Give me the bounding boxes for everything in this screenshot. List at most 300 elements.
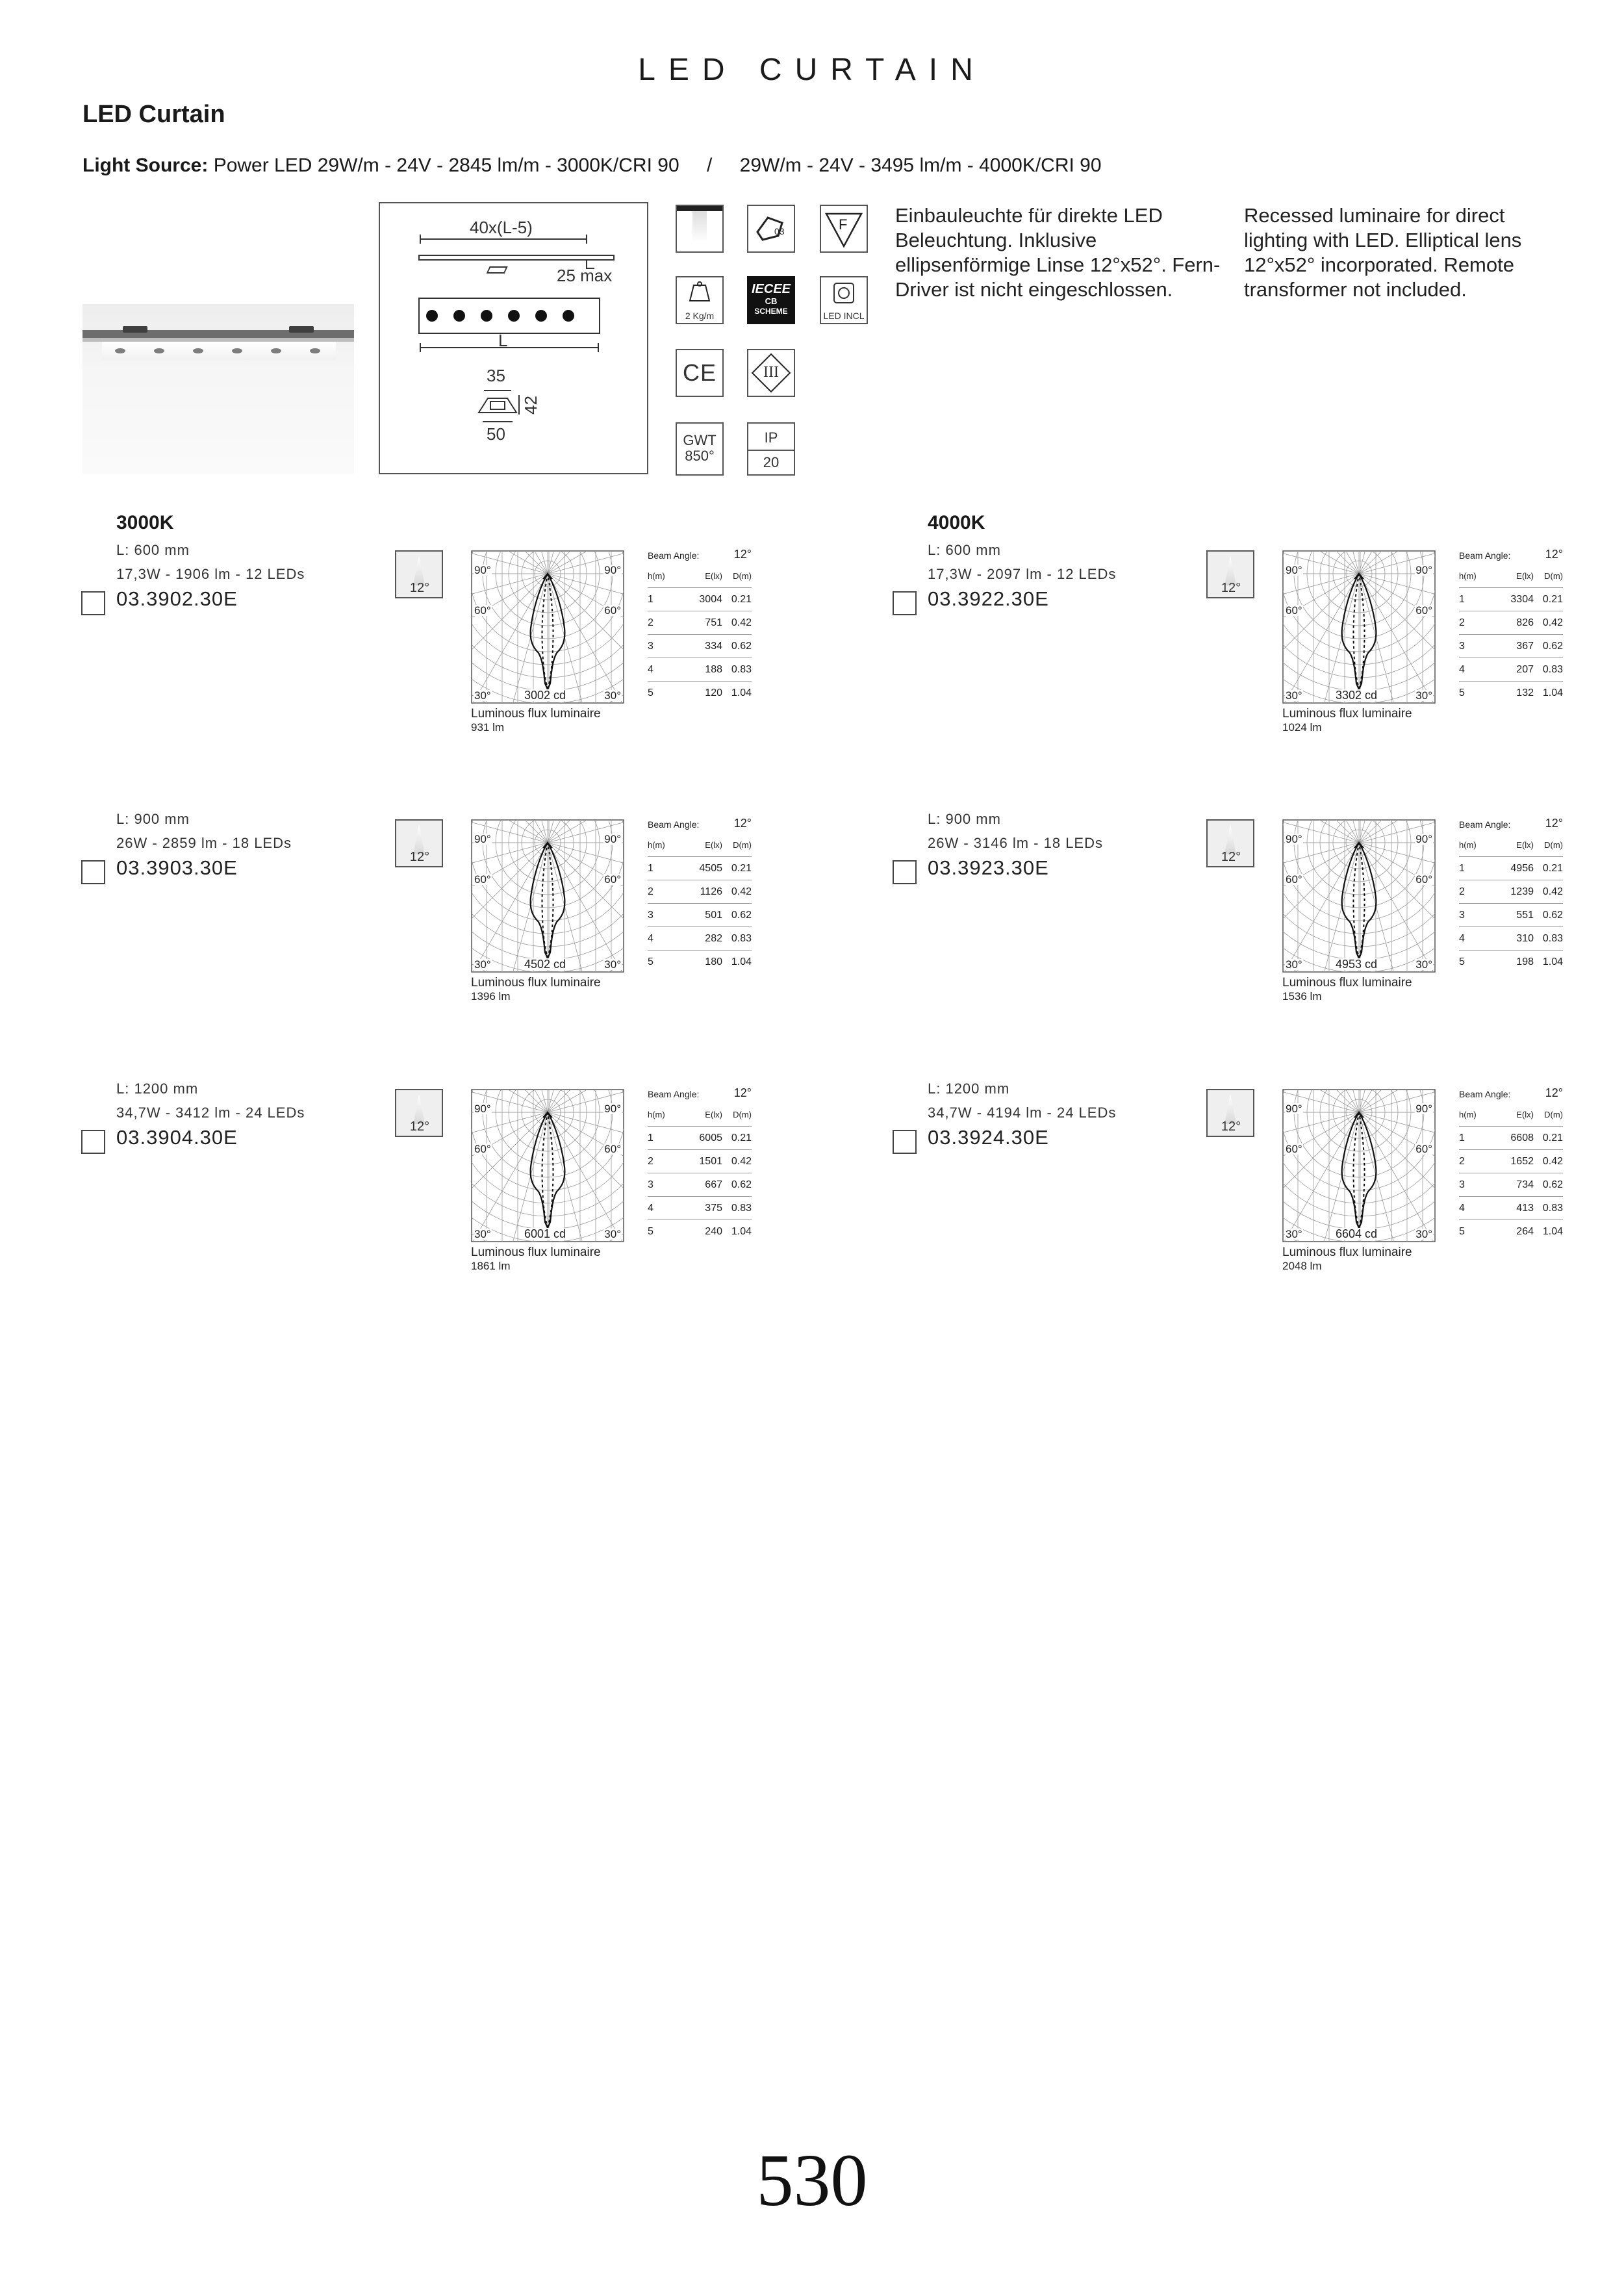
beam-table-row xyxy=(1459,1150,1563,1173)
polar-label-90-right: 90° xyxy=(604,833,621,845)
beam-table-cell: 120 xyxy=(705,687,722,698)
beam-table-cell: 0.62 xyxy=(731,1179,752,1190)
beam-table-cell: 3 xyxy=(1459,1179,1465,1190)
beam-table-cell: 4505 xyxy=(699,862,722,874)
iecee-line3: SCHEME xyxy=(754,307,788,316)
polar-label-60-right: 60° xyxy=(604,873,621,886)
beam-table-cell: 3 xyxy=(648,909,653,921)
polar-label-90-right: 90° xyxy=(1415,833,1432,845)
beam-table-cell: 1 xyxy=(1459,862,1465,874)
variant-spec: 17,3W - 2097 lm - 12 LEDs xyxy=(928,566,1117,582)
beam-table-angle: 12° xyxy=(733,548,752,561)
beam-table-header-cell: D(m) xyxy=(733,840,752,850)
ip-label: IP xyxy=(764,429,778,446)
beam-table-row xyxy=(648,904,752,927)
dim-spacing: 40x(L-5) xyxy=(470,218,533,237)
beam-table-cell: 2 xyxy=(648,886,653,897)
polar-diagram xyxy=(471,1089,624,1242)
ip-rating-icon xyxy=(747,422,795,476)
class-iii-label: III xyxy=(763,364,779,381)
beam-table-cell: 2 xyxy=(1459,1155,1465,1167)
beam-table-cell: 751 xyxy=(705,617,722,628)
beam-angle-label: 12° xyxy=(409,581,430,595)
luminous-flux-title: Luminous flux luminaire xyxy=(1282,707,1412,721)
beam-table-row xyxy=(648,588,752,611)
description-de: Einbauleuchte für direkte LED Beleuchtung. Inklusive ellipsenförmige Linse 12°x52°. Fern-Driver ist nicht eingeschlossen. xyxy=(895,204,1221,301)
beam-table-cell: 334 xyxy=(705,640,722,652)
beam-table-title: Beam Angle: xyxy=(648,1089,700,1099)
photo-led xyxy=(154,348,164,353)
dim-max: 25 max xyxy=(557,266,613,285)
beam-table-cell: 6005 xyxy=(699,1132,722,1143)
beam-table-row xyxy=(1459,857,1563,880)
beam-angle-label: 12° xyxy=(1221,850,1241,864)
beam-table-header xyxy=(1459,834,1563,857)
beam-table-header-cell: E(lx) xyxy=(1516,571,1534,581)
weight-icon xyxy=(676,276,724,324)
luminous-flux-title: Luminous flux luminaire xyxy=(1282,1246,1412,1259)
variant-checkbox[interactable] xyxy=(893,591,917,615)
polar-label-30-left: 30° xyxy=(474,689,491,702)
beam-table-cell: 3004 xyxy=(699,593,722,605)
beam-table-cell: 667 xyxy=(705,1179,722,1190)
polar-label-30-left: 30° xyxy=(1286,1228,1302,1240)
beam-table-cell: 0.62 xyxy=(1542,640,1563,652)
beam-table-title: Beam Angle: xyxy=(1459,819,1511,830)
beam-table-cell: 4 xyxy=(1459,1202,1465,1214)
beam-table-cell: 264 xyxy=(1516,1225,1534,1237)
polar-label-60-right: 60° xyxy=(604,604,621,617)
polar-grid xyxy=(1282,1089,1436,1242)
photo-led xyxy=(271,348,281,353)
polar-label-60-left: 60° xyxy=(1286,604,1302,617)
beam-table-cell: 4956 xyxy=(1510,862,1534,874)
beam-table-header-cell: h(m) xyxy=(648,571,665,581)
photo-led xyxy=(193,348,203,353)
beam-table-cell: 1.04 xyxy=(731,956,752,967)
beam-table xyxy=(1459,817,1563,973)
beam-table-angle: 12° xyxy=(1545,548,1563,561)
beam-table-row xyxy=(648,927,752,951)
polar-diagram xyxy=(471,819,624,973)
beam-table-cell: 1126 xyxy=(700,886,722,897)
beam-angle-icon xyxy=(1206,1089,1254,1137)
beam-table-cell: 1 xyxy=(648,593,653,605)
enec-icon xyxy=(747,205,795,253)
luminous-flux-value: 1396 lm xyxy=(471,990,511,1003)
variant-length: L: 900 mm xyxy=(116,811,190,827)
polar-candela: 6001 cd xyxy=(524,1227,566,1240)
polar-label-90-left: 90° xyxy=(1286,1103,1302,1115)
beam-table-header-cell: E(lx) xyxy=(705,1110,722,1119)
gwt-line1: GWT xyxy=(683,432,717,448)
beam-table-cell: 2 xyxy=(648,617,653,628)
polar-candela: 4953 cd xyxy=(1336,958,1378,971)
beam-table-cell: 734 xyxy=(1516,1179,1534,1190)
beam-table-cell: 375 xyxy=(705,1202,722,1214)
light-source-value-4000k: 29W/m - 24V - 3495 lm/m - 4000K/CRI 90 xyxy=(739,155,1102,176)
dim-height: 42 xyxy=(520,396,540,415)
f-mark-icon xyxy=(820,205,868,253)
polar-diagram xyxy=(1282,550,1436,704)
beam-table-cell: 1.04 xyxy=(731,1225,752,1237)
beam-table-cell: 0.21 xyxy=(1542,1132,1563,1143)
beam-table-row xyxy=(648,635,752,658)
photo-led xyxy=(232,348,242,353)
iecee-icon xyxy=(747,276,795,324)
beam-table-cell: 0.83 xyxy=(1542,932,1563,944)
ip-value: 20 xyxy=(763,454,780,470)
beam-table-row xyxy=(1459,1197,1563,1220)
polar-diagram xyxy=(471,550,624,704)
polar-label-60-right: 60° xyxy=(604,1143,621,1155)
beam-table-cell: 5 xyxy=(648,687,653,698)
polar-label-60-left: 60° xyxy=(474,1143,491,1155)
beam-table-row xyxy=(648,611,752,635)
beam-table-cell: 3 xyxy=(1459,909,1465,921)
polar-diagram xyxy=(1282,1089,1436,1242)
beam-table-cell: 1.04 xyxy=(731,687,752,698)
beam-table-cell: 1239 xyxy=(1510,886,1534,897)
beam-table-cell: 0.83 xyxy=(731,663,752,675)
photo-clip xyxy=(123,326,147,333)
beam-table-cell: 0.83 xyxy=(1542,1202,1563,1214)
variant-length: L: 900 mm xyxy=(928,811,1001,827)
beam-table-cell: 198 xyxy=(1516,956,1534,967)
dim-length: L xyxy=(498,331,508,350)
polar-grid xyxy=(471,819,624,973)
beam-table-cell: 0.21 xyxy=(731,862,752,874)
beam-table-row xyxy=(1459,927,1563,951)
variant-checkbox[interactable] xyxy=(81,860,105,884)
beam-table-cell: 1 xyxy=(1459,593,1465,605)
beam-table-cell: 0.83 xyxy=(731,1202,752,1214)
beam-table-row xyxy=(648,857,752,880)
beam-table-row xyxy=(648,1173,752,1197)
beam-table xyxy=(648,817,752,973)
beam-table-row xyxy=(648,682,752,704)
beam-table-cell: 413 xyxy=(1516,1202,1534,1214)
beam-table-cell: 1.04 xyxy=(1542,687,1563,698)
polar-grid xyxy=(1282,550,1436,704)
luminous-flux-title: Luminous flux luminaire xyxy=(471,976,601,990)
beam-table-title-row xyxy=(648,817,752,834)
beam-table-cell: 0.42 xyxy=(731,886,752,897)
beam-table xyxy=(648,548,752,704)
beam-angle-icon xyxy=(1206,819,1254,867)
beam-table-cell: 2 xyxy=(1459,617,1465,628)
variant-length: L: 1200 mm xyxy=(116,1080,199,1097)
group-heading: 3000K xyxy=(116,512,174,533)
beam-table-title: Beam Angle: xyxy=(648,819,700,830)
product-photo xyxy=(82,304,354,474)
beam-table-title: Beam Angle: xyxy=(648,550,700,561)
beam-table-header xyxy=(648,1103,752,1127)
beam-table-row xyxy=(1459,1127,1563,1150)
variant-code[interactable]: 03.3922.30E xyxy=(928,587,1049,610)
beam-angle-icon xyxy=(395,550,443,598)
beam-table-row xyxy=(1459,1220,1563,1243)
polar-candela: 3302 cd xyxy=(1336,689,1378,702)
polar-label-90-left: 90° xyxy=(1286,564,1302,576)
svg-text:03: 03 xyxy=(774,226,785,236)
beam-table-row xyxy=(1459,1173,1563,1197)
beam-table-cell: 0.21 xyxy=(1542,593,1563,605)
beam-table-row xyxy=(1459,880,1563,904)
luminous-flux-title: Luminous flux luminaire xyxy=(1282,976,1412,990)
beam-table-row xyxy=(648,880,752,904)
variant-spec: 34,7W - 3412 lm - 24 LEDs xyxy=(116,1105,305,1121)
polar-label-90-right: 90° xyxy=(1415,564,1432,576)
beam-table-cell: 207 xyxy=(1516,663,1534,675)
beam-table-title: Beam Angle: xyxy=(1459,1089,1511,1099)
beam-angle-label: 12° xyxy=(1221,581,1241,595)
gwt-line2: 850° xyxy=(685,448,715,464)
beam-angle-icon xyxy=(395,819,443,867)
beam-table-row xyxy=(1459,658,1563,682)
beam-table-cell: 0.42 xyxy=(1542,886,1563,897)
polar-label-60-left: 60° xyxy=(1286,873,1302,886)
beam-table-header-cell: D(m) xyxy=(1544,840,1563,850)
beam-table-header-cell: D(m) xyxy=(1544,571,1563,581)
beam-table-cell: 2 xyxy=(1459,886,1465,897)
beam-table-row xyxy=(1459,635,1563,658)
light-source-value-3000k: Power LED 29W/m - 24V - 2845 lm/m - 3000K/CRI 90 xyxy=(213,155,679,176)
beam-table-title-row xyxy=(648,548,752,565)
beam-table-row xyxy=(648,1220,752,1243)
beam-table-cell: 0.42 xyxy=(731,1155,752,1167)
beam-angle-icon xyxy=(395,1089,443,1137)
ce-label: CE xyxy=(682,359,717,386)
beam-table-cell: 1501 xyxy=(699,1155,722,1167)
polar-label-30-left: 30° xyxy=(474,1228,491,1240)
beam-table-cell: 282 xyxy=(705,932,722,944)
photo-lens-strip xyxy=(102,342,336,360)
beam-table-cell: 1 xyxy=(648,862,653,874)
polar-diagram xyxy=(1282,819,1436,973)
beam-table-cell: 1652 xyxy=(1510,1155,1534,1167)
variant-code[interactable]: 03.3903.30E xyxy=(116,856,238,879)
beam-table-angle: 12° xyxy=(733,1086,752,1099)
light-source-separator: / xyxy=(706,155,713,176)
beam-table-cell: 0.62 xyxy=(731,909,752,921)
beam-table-cell: 5 xyxy=(1459,1225,1465,1237)
beam-table-cell: 0.21 xyxy=(731,1132,752,1143)
page-title: LED CURTAIN xyxy=(638,53,986,87)
beam-table-cell: 310 xyxy=(1516,932,1534,944)
beam-table-cell: 0.83 xyxy=(1542,663,1563,675)
beam-table-cell: 5 xyxy=(648,956,653,967)
polar-label-30-right: 30° xyxy=(604,958,621,971)
beam-table-cell: 240 xyxy=(705,1225,722,1237)
polar-label-30-right: 30° xyxy=(1415,1228,1432,1240)
svg-text:F: F xyxy=(839,216,848,233)
beam-angle-label: 12° xyxy=(409,1119,430,1134)
variant-checkbox[interactable] xyxy=(893,1130,917,1154)
beam-table-cell: 0.42 xyxy=(731,617,752,628)
beam-table-header-cell: h(m) xyxy=(1459,840,1477,850)
polar-candela: 3002 cd xyxy=(524,689,566,702)
beam-table-cell: 0.83 xyxy=(731,932,752,944)
polar-candela: 4502 cd xyxy=(524,958,566,971)
beam-table-cell: 3 xyxy=(648,1179,653,1190)
variant-spec: 26W - 3146 lm - 18 LEDs xyxy=(928,835,1103,851)
variant-checkbox[interactable] xyxy=(893,860,917,884)
beam-table-header-cell: D(m) xyxy=(733,571,752,581)
beam-table-header-cell: E(lx) xyxy=(705,840,722,850)
beam-table-cell: 551 xyxy=(1516,909,1534,921)
beam-table-row xyxy=(648,658,752,682)
beam-table-title: Beam Angle: xyxy=(1459,550,1511,561)
iecee-line1: IECEE xyxy=(751,282,791,296)
beam-table-cell: 501 xyxy=(705,909,722,921)
polar-label-90-left: 90° xyxy=(1286,833,1302,845)
beam-table-cell: 5 xyxy=(648,1225,653,1237)
description-en: Recessed luminaire for direct lighting with LED. Elliptical lens 12°x52° incorporated. Remote transformer not included. xyxy=(1244,204,1522,301)
beam-angle-label: 12° xyxy=(1221,1119,1241,1134)
beam-angle-icon xyxy=(1206,550,1254,598)
beam-table-cell: 826 xyxy=(1516,617,1534,628)
beam-table-row xyxy=(1459,904,1563,927)
polar-label-60-right: 60° xyxy=(1415,873,1432,886)
beam-table-header-cell: E(lx) xyxy=(705,571,722,581)
polar-grid xyxy=(1282,819,1436,973)
beam-table-angle: 12° xyxy=(1545,1086,1563,1099)
beam-table-cell: 132 xyxy=(1516,687,1534,698)
variant-code[interactable]: 03.3902.30E xyxy=(116,587,238,610)
recessed-light-icon xyxy=(676,205,724,253)
beam-table-cell: 0.21 xyxy=(1542,862,1563,874)
polar-label-60-left: 60° xyxy=(474,873,491,886)
beam-table-cell: 3 xyxy=(648,640,653,652)
beam-table-row xyxy=(1459,588,1563,611)
variant-checkbox[interactable] xyxy=(81,1130,105,1154)
beam-table-cell: 5 xyxy=(1459,956,1465,967)
beam-table-header-cell: h(m) xyxy=(1459,1110,1477,1119)
beam-table-cell: 4 xyxy=(1459,932,1465,944)
beam-table-header-cell: E(lx) xyxy=(1516,840,1534,850)
variant-spec: 26W - 2859 lm - 18 LEDs xyxy=(116,835,292,851)
beam-table-cell: 367 xyxy=(1516,640,1534,652)
photo-led xyxy=(310,348,320,353)
beam-table-cell: 0.42 xyxy=(1542,1155,1563,1167)
polar-label-30-left: 30° xyxy=(1286,689,1302,702)
beam-table-row xyxy=(648,951,752,973)
beam-table-cell: 1.04 xyxy=(1542,956,1563,967)
beam-table-title-row xyxy=(1459,817,1563,834)
polar-label-30-right: 30° xyxy=(1415,689,1432,702)
variant-length: L: 600 mm xyxy=(116,542,190,558)
beam-table-header xyxy=(1459,565,1563,588)
beam-table-cell: 0.42 xyxy=(1542,617,1563,628)
page-number: 530 xyxy=(756,2139,868,2221)
technical-drawing xyxy=(379,202,648,474)
luminous-flux-value: 1024 lm xyxy=(1282,721,1322,734)
beam-table-header-cell: E(lx) xyxy=(1516,1110,1534,1119)
variant-code[interactable]: 03.3924.30E xyxy=(928,1126,1049,1149)
variant-spec: 17,3W - 1906 lm - 12 LEDs xyxy=(116,566,305,582)
luminous-flux-value: 2048 lm xyxy=(1282,1260,1322,1272)
beam-table-title-row xyxy=(1459,548,1563,565)
beam-table-cell: 0.62 xyxy=(1542,909,1563,921)
photo-led xyxy=(115,348,125,353)
variant-code[interactable]: 03.3904.30E xyxy=(116,1126,238,1149)
beam-table-angle: 12° xyxy=(1545,817,1563,830)
beam-table-header-cell: h(m) xyxy=(648,1110,665,1119)
photo-clip xyxy=(289,326,314,333)
polar-label-60-left: 60° xyxy=(474,604,491,617)
polar-label-60-left: 60° xyxy=(1286,1143,1302,1155)
class-iii-icon xyxy=(747,349,795,397)
beam-table-cell: 0.62 xyxy=(1542,1179,1563,1190)
polar-candela: 6604 cd xyxy=(1336,1227,1378,1240)
polar-label-90-right: 90° xyxy=(604,564,621,576)
variant-checkbox[interactable] xyxy=(81,591,105,615)
luminous-flux-value: 931 lm xyxy=(471,721,505,734)
beam-table-cell: 1 xyxy=(648,1132,653,1143)
polar-label-60-right: 60° xyxy=(1415,604,1432,617)
beam-table-cell: 4 xyxy=(1459,663,1465,675)
weight-label: 2 Kg/m xyxy=(685,311,715,321)
beam-table-row xyxy=(1459,682,1563,704)
polar-label-90-left: 90° xyxy=(474,564,491,576)
polar-label-90-left: 90° xyxy=(474,1103,491,1115)
polar-grid xyxy=(471,1089,624,1242)
beam-table-cell: 1 xyxy=(1459,1132,1465,1143)
dim-width-top: 35 xyxy=(487,366,505,385)
variant-spec: 34,7W - 4194 lm - 24 LEDs xyxy=(928,1105,1117,1121)
group-heading: 4000K xyxy=(928,512,985,533)
dim-width-bottom: 50 xyxy=(487,424,505,444)
beam-table-row xyxy=(648,1197,752,1220)
polar-label-30-left: 30° xyxy=(1286,958,1302,971)
led-included-label: LED INCL xyxy=(823,311,865,321)
light-source-label: Light Source: xyxy=(82,155,209,176)
beam-table-cell: 5 xyxy=(1459,687,1465,698)
beam-table xyxy=(1459,548,1563,704)
beam-table-header xyxy=(648,834,752,857)
beam-table-title-row xyxy=(1459,1086,1563,1103)
beam-table-cell: 4 xyxy=(648,1202,653,1214)
beam-table-cell: 4 xyxy=(648,663,653,675)
beam-table-header-cell: h(m) xyxy=(1459,571,1477,581)
beam-table-cell: 2 xyxy=(648,1155,653,1167)
polar-label-30-right: 30° xyxy=(604,689,621,702)
polar-label-90-right: 90° xyxy=(604,1103,621,1115)
led-included-icon xyxy=(820,276,868,324)
ce-icon xyxy=(676,349,724,397)
beam-table xyxy=(648,1086,752,1243)
beam-table-header-cell: D(m) xyxy=(1544,1110,1563,1119)
beam-table-row xyxy=(648,1150,752,1173)
polar-label-30-right: 30° xyxy=(604,1228,621,1240)
variant-code[interactable]: 03.3923.30E xyxy=(928,856,1049,879)
beam-table-cell: 6608 xyxy=(1510,1132,1534,1143)
polar-label-60-right: 60° xyxy=(1415,1143,1432,1155)
variant-length: L: 600 mm xyxy=(928,542,1001,558)
beam-table-row xyxy=(648,1127,752,1150)
beam-table-cell: 3 xyxy=(1459,640,1465,652)
beam-table-title-row xyxy=(648,1086,752,1103)
beam-table-cell: 4 xyxy=(648,932,653,944)
beam-table-angle: 12° xyxy=(733,817,752,830)
beam-table-header-cell: D(m) xyxy=(733,1110,752,1119)
luminous-flux-title: Luminous flux luminaire xyxy=(471,707,601,721)
gwt-icon xyxy=(676,422,724,476)
beam-table-cell: 1.04 xyxy=(1542,1225,1563,1237)
luminous-flux-value: 1536 lm xyxy=(1282,990,1322,1003)
light-source-line xyxy=(82,155,1102,177)
